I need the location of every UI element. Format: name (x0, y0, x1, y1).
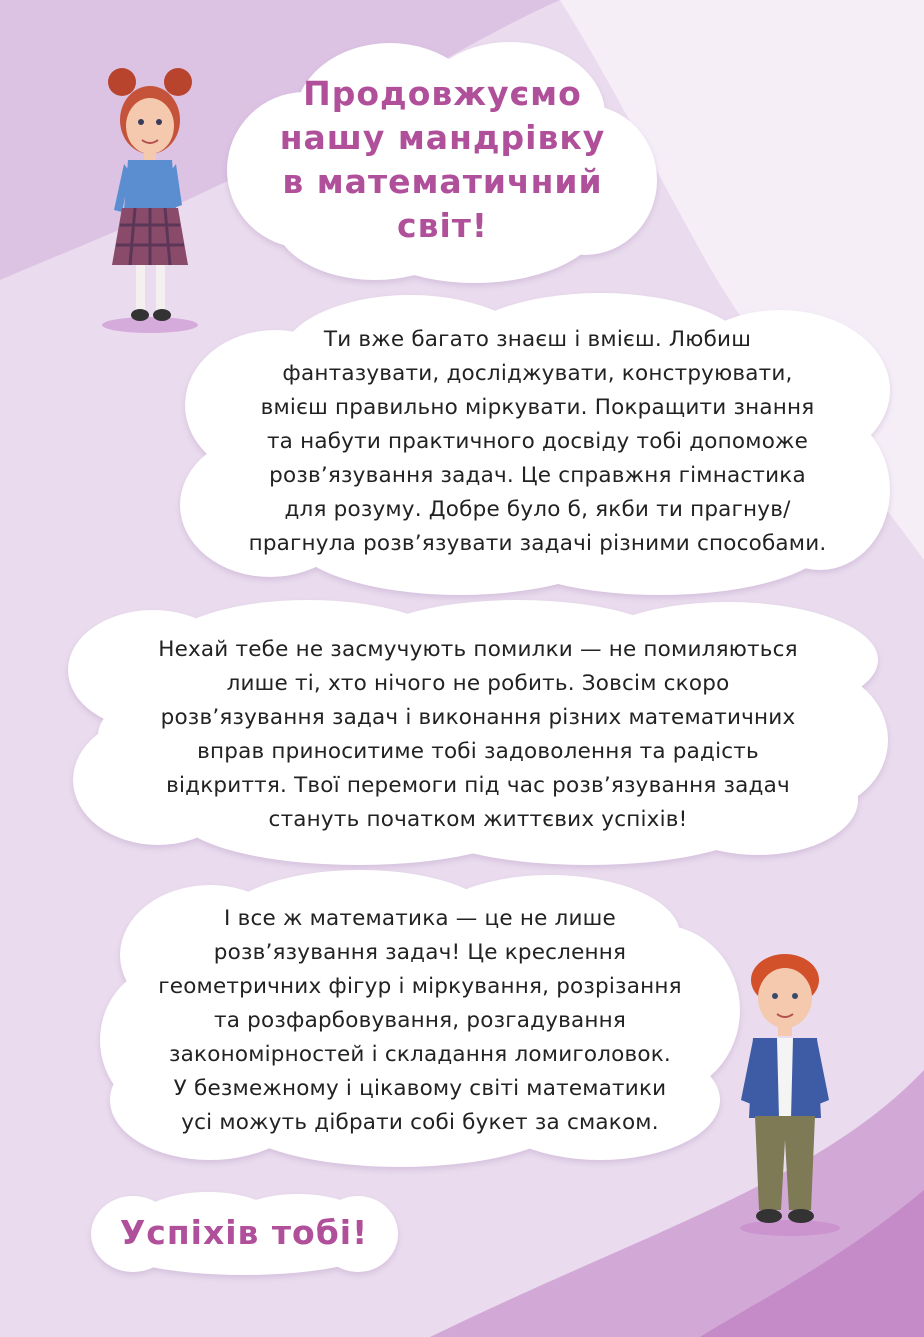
title-cloud (225, 40, 660, 285)
paragraph-3 (100, 898, 740, 1143)
text-line: У безмежному і цікавому світі математики (173, 1075, 667, 1101)
text-line: та набути практичного досвіду тобі допоможе (266, 429, 809, 454)
text-line: вправ приноситиме тобі задоволення та радість (197, 739, 759, 764)
text-line: лише ті, хто нічого не робить. Зовсім скоро (226, 671, 730, 696)
cloud-paragraph-1 (180, 290, 895, 600)
text-line: для розуму. Добре було б, якби ти прагнув/ (284, 497, 791, 522)
closing-cloud (88, 1188, 400, 1276)
text-line: закономірностей і складання ломиголовок. (169, 1041, 671, 1067)
paragraph-1 (180, 322, 895, 562)
closing-text: Успіхів тобі! (119, 1212, 369, 1252)
paragraph-2 (68, 630, 888, 840)
text-line: вмієш правильно міркувати. Покращити знання (260, 395, 815, 420)
text-line: розв’язування задач і виконання різних математичних (160, 705, 796, 730)
cloud-paragraph-3 (100, 870, 740, 1170)
cloud-paragraph-2 (68, 600, 888, 865)
text-line: фантазувати, досліджувати, конструювати, (282, 361, 793, 386)
text-line: та розфарбовування, розгадування (214, 1007, 626, 1033)
girl-illustration (90, 60, 220, 340)
text-line: Ти вже багато знаєш і вмієш. Любиш (323, 327, 752, 352)
text-line: прагнула розв’язувати задачі різними способами. (248, 531, 827, 556)
text-line: усі можуть дібрати собі букет за смаком. (181, 1109, 659, 1135)
text-line: розв’язування задач. Це справжня гімнастика (269, 463, 806, 488)
boy-illustration (725, 940, 855, 1240)
page-title: Продовжуємо нашу мандрівку в математичний світ! (279, 74, 606, 245)
text-line: Нехай тебе не засмучують помилки — не помиляються (158, 637, 798, 662)
text-line: І все ж математика — це не лише (224, 905, 616, 931)
text-line: геометричних фігур і міркування, розрізання (158, 973, 682, 999)
text-line: стануть початком життєвих успіхів! (268, 807, 688, 832)
text-line: розв’язування задач! Це креслення (213, 939, 627, 965)
text-line: відкриття. Твої перемоги під час розв’язування задач (166, 773, 790, 798)
